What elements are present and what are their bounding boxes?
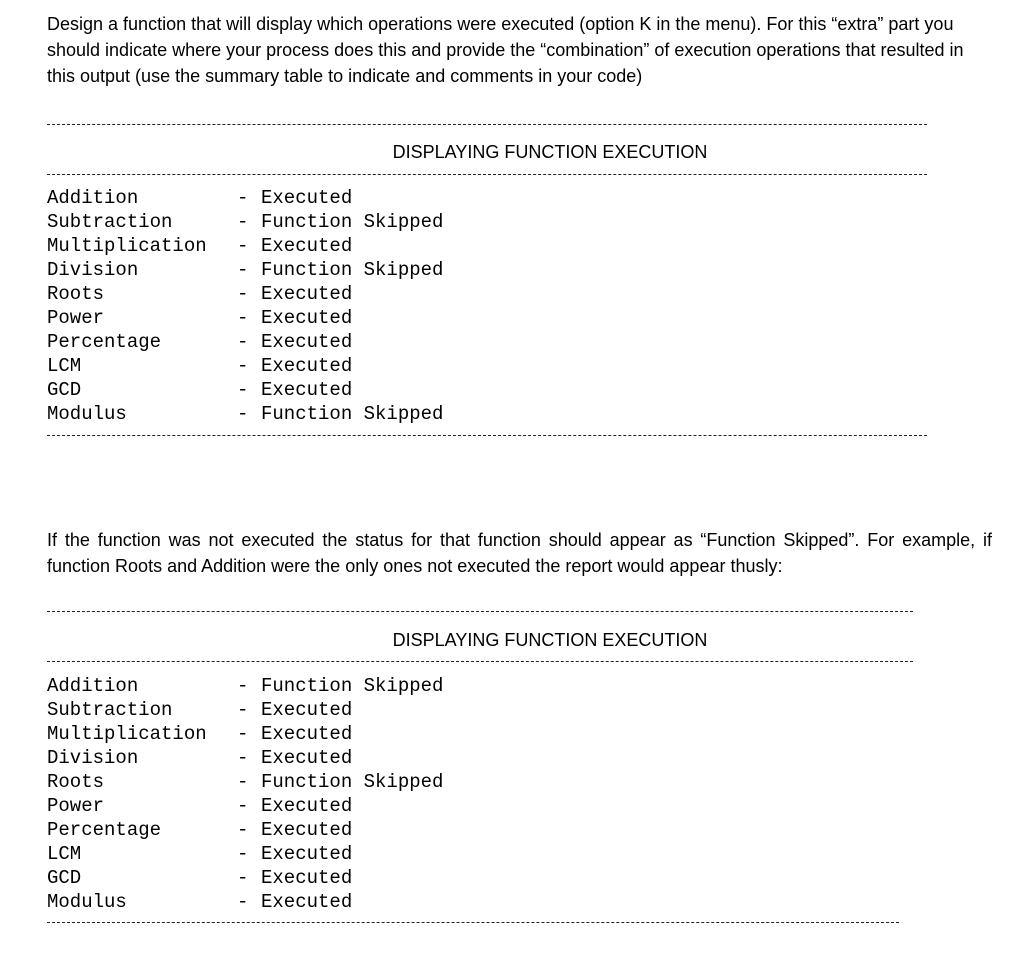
separator: -: [237, 867, 249, 889]
operation-status: Executed: [261, 307, 353, 329]
operation-status: Executed: [261, 699, 353, 721]
table-row: [47, 306, 443, 330]
report2-table: [47, 674, 443, 914]
operation-name: Multiplication: [47, 235, 207, 257]
report1-title: DISPLAYING FUNCTION EXECUTION: [392, 142, 708, 162]
table-row: [47, 818, 443, 842]
operation-name: Power: [47, 795, 105, 817]
operation-status: Executed: [261, 867, 353, 889]
operation-status: Function Skipped: [261, 675, 444, 697]
operation-status: Executed: [261, 331, 353, 353]
operation-name: Modulus: [47, 891, 127, 913]
separator: -: [237, 307, 249, 329]
table-row: [47, 842, 443, 866]
table-row: [47, 866, 443, 890]
separator: -: [237, 403, 249, 425]
operation-name: Modulus: [47, 403, 127, 425]
report2-bottom-rule: [47, 922, 899, 923]
operation-name: Multiplication: [47, 723, 207, 745]
report2-header-rule: [47, 661, 913, 662]
operation-status: Executed: [261, 795, 353, 817]
operation-status: Executed: [261, 235, 353, 257]
operation-status: Executed: [261, 891, 353, 913]
operation-name: Percentage: [47, 819, 162, 841]
operation-name: GCD: [47, 379, 82, 401]
separator: -: [237, 843, 249, 865]
operation-name: Subtraction: [47, 211, 173, 233]
operation-status: Executed: [261, 819, 353, 841]
operation-name: Division: [47, 747, 139, 769]
table-row: [47, 674, 443, 698]
operation-name: Power: [47, 307, 105, 329]
separator: -: [237, 747, 249, 769]
table-row: [47, 186, 443, 210]
operation-status: Executed: [261, 723, 353, 745]
table-row: [47, 722, 443, 746]
operation-name: LCM: [47, 843, 82, 865]
separator: -: [237, 795, 249, 817]
operation-name: Addition: [47, 187, 139, 209]
separator: -: [237, 187, 249, 209]
report1-bottom-rule: [47, 435, 927, 436]
table-row: [47, 698, 443, 722]
separator: -: [237, 211, 249, 233]
separator: -: [237, 259, 249, 281]
report1-top-rule: [47, 124, 927, 125]
operation-status: Executed: [261, 283, 353, 305]
table-row: [47, 794, 443, 818]
operation-name: GCD: [47, 867, 82, 889]
separator: -: [237, 331, 249, 353]
operation-status: Function Skipped: [261, 259, 444, 281]
operation-status: Executed: [261, 187, 353, 209]
table-row: [47, 210, 443, 234]
report1-table: [47, 186, 443, 426]
report1-header-rule: [47, 174, 927, 175]
operation-name: Roots: [47, 283, 105, 305]
operation-name: Addition: [47, 675, 139, 697]
table-row: [47, 378, 443, 402]
table-row: [47, 890, 443, 914]
separator: -: [237, 771, 249, 793]
table-row: [47, 258, 443, 282]
separator: -: [237, 283, 249, 305]
intro-paragraph: Design a function that will display which operations were executed (option K in the menu). For this “extra” part you should indicate where your process does this and provide the “combination” of execution operations that resulted in this output (use the summary table to indicate and comments in your code): [47, 14, 964, 86]
separator: -: [237, 891, 249, 913]
report2-top-rule: [47, 611, 913, 612]
operation-name: Roots: [47, 771, 105, 793]
separator: -: [237, 675, 249, 697]
separator: -: [237, 235, 249, 257]
separator: -: [237, 699, 249, 721]
followup-paragraph: If the function was not executed the status for that function should appear as “Function Skipped”. For example, if function Roots and Addition were the only ones not executed the report would appear thusly:: [47, 530, 992, 576]
table-row: [47, 402, 443, 426]
report2-title: DISPLAYING FUNCTION EXECUTION: [392, 630, 708, 650]
table-row: [47, 770, 443, 794]
operation-status: Executed: [261, 747, 353, 769]
operation-name: Division: [47, 259, 139, 281]
table-row: [47, 330, 443, 354]
separator: -: [237, 355, 249, 377]
table-row: [47, 354, 443, 378]
operation-status: Function Skipped: [261, 771, 444, 793]
separator: -: [237, 723, 249, 745]
table-row: [47, 234, 443, 258]
operation-status: Function Skipped: [261, 211, 444, 233]
operation-name: Percentage: [47, 331, 162, 353]
separator: -: [237, 819, 249, 841]
operation-status: Executed: [261, 379, 353, 401]
table-row: [47, 746, 443, 770]
operation-name: LCM: [47, 355, 82, 377]
operation-status: Function Skipped: [261, 403, 444, 425]
operation-name: Subtraction: [47, 699, 173, 721]
operation-status: Executed: [261, 843, 353, 865]
operation-status: Executed: [261, 355, 353, 377]
table-row: [47, 282, 443, 306]
separator: -: [237, 379, 249, 401]
